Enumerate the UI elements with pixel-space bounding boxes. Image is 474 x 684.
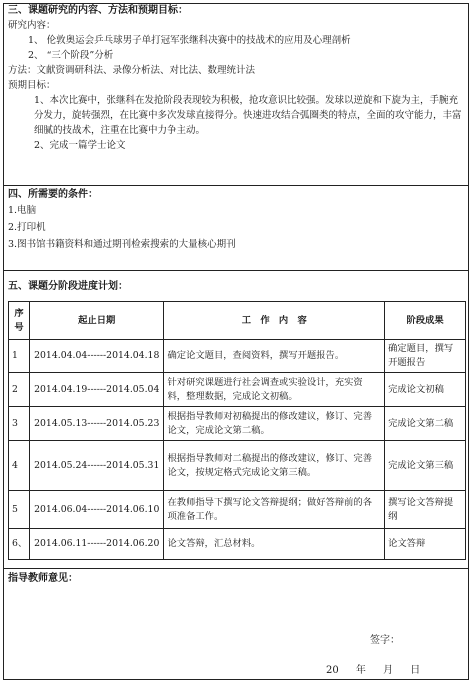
row-result: 完成论文第二稿 — [385, 407, 466, 441]
table-row — [9, 529, 466, 560]
row-num: 6、 — [9, 529, 30, 560]
divider — [3, 185, 469, 186]
table-row — [9, 340, 466, 373]
condition-item-1: 1.电脑 — [8, 205, 37, 216]
section4-heading: 四、所需要的条件： — [8, 189, 98, 200]
table-row — [9, 407, 466, 441]
table-header-row — [9, 302, 466, 340]
row-result: 论文答辩 — [385, 529, 466, 560]
signature-label: 签字： — [370, 635, 400, 646]
divider — [3, 568, 469, 569]
row-num: 4 — [9, 441, 30, 491]
advisor-heading: 指导教师意见： — [8, 573, 78, 584]
row-result: 完成论文第三稿 — [385, 441, 466, 491]
schedule-table — [8, 301, 466, 560]
row-num: 1 — [9, 340, 30, 373]
row-result: 撰写论文答辩提纲 — [385, 491, 466, 529]
section3-heading: 三、课题研究的内容、方法和预期目标： — [8, 5, 188, 16]
row-date: 2014.05.24------2014.05.31 — [30, 441, 164, 491]
condition-item-2: 2.打印机 — [8, 222, 46, 233]
row-date: 2014.05.13------2014.05.23 — [30, 407, 164, 441]
row-num: 3 — [9, 407, 30, 441]
row-work: 在教师指导下撰写论文答辩提纲；做好答辩前的各项准备工作。 — [164, 491, 385, 529]
col-header-date: 起止日期 — [30, 302, 164, 340]
table-row — [9, 441, 466, 491]
row-work: 根据指导教师对二稿提出的修改建议，修订、完善论文，按规定格式完成论文第三稿。 — [164, 441, 385, 491]
section-conditions — [8, 188, 464, 253]
row-num: 2 — [9, 373, 30, 407]
row-date: 2014.04.19------2014.05.04 — [30, 373, 164, 407]
divider — [3, 270, 469, 271]
row-date: 2014.06.04------2014.06.10 — [30, 491, 164, 529]
row-num: 5 — [9, 491, 30, 529]
section-research-content — [8, 4, 464, 153]
goal-1: 1、本次比赛中，张继科在发抢阶段表现较为积极，抢攻意识比较强。发球以逆旋和下旋为主，手腕充分发力，旋转强烈，在比赛中多次发球直接得分。快速进攻结合弧圈类的特点，全面的攻守能力，丰富细腻的技战术，注重在比赛中力争主动。 — [34, 95, 462, 136]
content-item-1: 1、 伦敦奥运会乒乓球男子单打冠军张继科决赛中的技战术的应用及心理剖析 — [28, 35, 351, 46]
date-line: 20 年 月 日 — [326, 665, 421, 676]
col-header-work: 工 作 内 容 — [164, 302, 385, 340]
row-date: 2014.06.11------2014.06.20 — [30, 529, 164, 560]
col-header-result: 阶段成果 — [385, 302, 466, 340]
goal-2: 2、完成一篇学士论文 — [34, 140, 126, 151]
condition-item-3: 3.图书馆书籍资料和通过期刊检索搜索的大量核心期刊 — [8, 239, 236, 250]
row-result: 确定题目，撰写开题报告 — [385, 340, 466, 373]
col-header-num: 序号 — [9, 302, 30, 340]
row-work: 确定论文题目，查阅资料，撰写开题报告。 — [164, 340, 385, 373]
row-work: 根据指导教师对初稿提出的修改建议，修订、完善论文，完成论文第二稿。 — [164, 407, 385, 441]
table-row — [9, 373, 466, 407]
content-label: 研究内容： — [8, 20, 56, 31]
goals-label: 预期目标： — [8, 80, 56, 91]
methods-text: 方法：文献资调研科法、录像分析法、对比法、数理统计法 — [8, 65, 256, 76]
row-result: 完成论文初稿 — [385, 373, 466, 407]
row-work: 针对研究课题进行社会调查或实验设计，充实资料，整理数据，完成论文初稿。 — [164, 373, 385, 407]
section5-heading: 五、课题分阶段进度计划： — [8, 281, 128, 292]
content-item-2: 2、 “三个阶段”分析 — [28, 50, 114, 61]
table-row — [9, 491, 466, 529]
row-work: 论文答辩，汇总材料。 — [164, 529, 385, 560]
section-schedule — [8, 280, 464, 294]
advisor-opinion-area — [8, 572, 464, 678]
row-date: 2014.04.04------2014.04.18 — [30, 340, 164, 373]
